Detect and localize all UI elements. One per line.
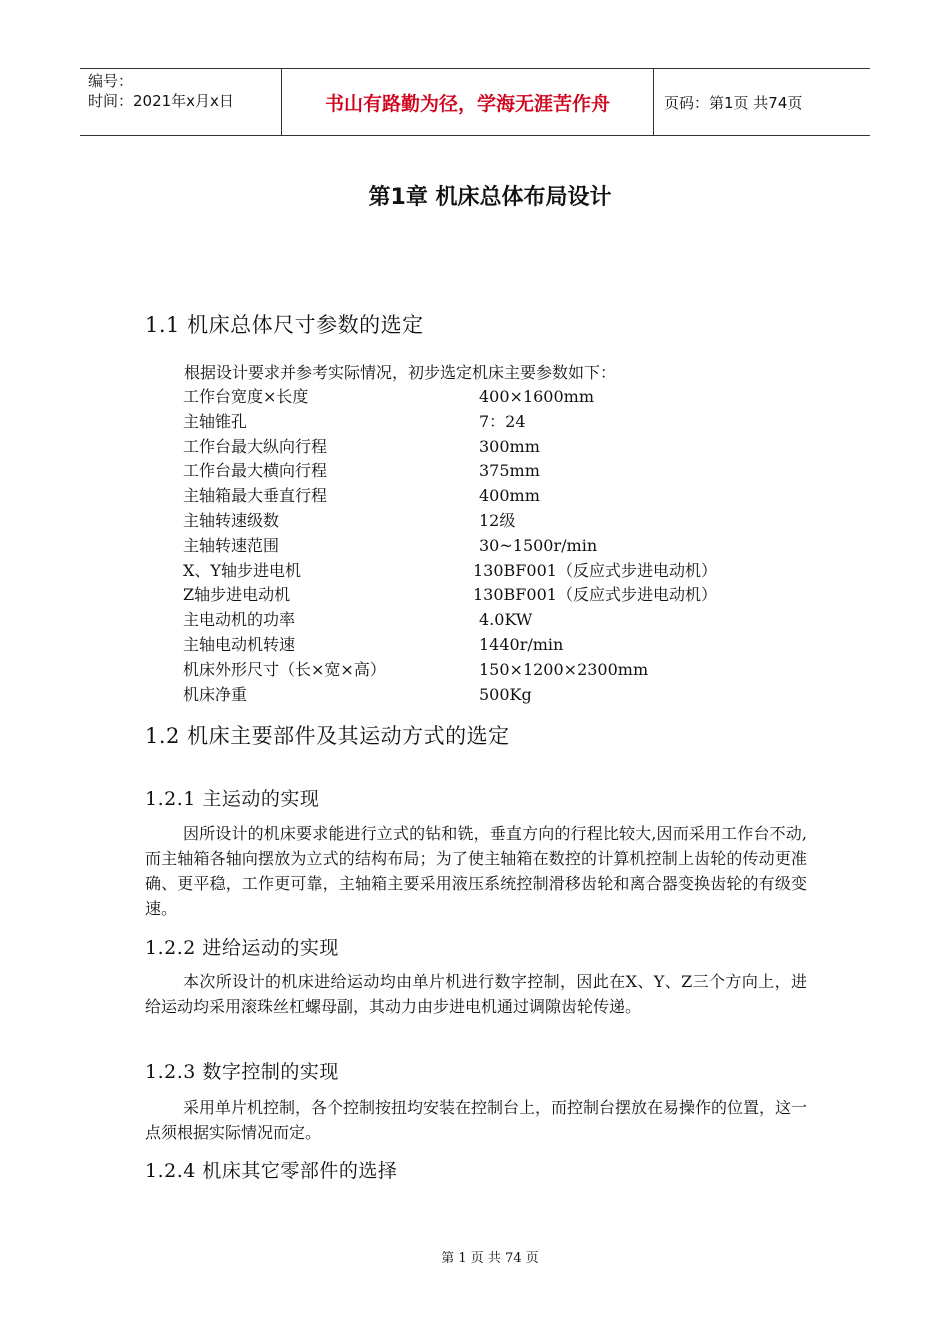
param-value: 30~1500r/min: [479, 535, 598, 555]
document-number-label: 编号：: [88, 72, 134, 90]
param-value: 7：24: [479, 411, 526, 431]
header-slogan: 书山有路勤为径，学海无涯苦作舟: [282, 69, 654, 135]
page-footer: 第 1 页 共 74 页: [441, 1251, 539, 1266]
param-name: 工作台最大纵向行程: [183, 436, 328, 456]
param-name: 主轴锥孔: [183, 411, 248, 431]
param-value: 400mm: [479, 486, 540, 506]
param-name: 主轴箱最大垂直行程: [183, 486, 328, 506]
document-date: 时间：2021年x月x日: [88, 92, 234, 110]
param-value: 12级: [479, 510, 516, 530]
param-value: 500Kg: [479, 684, 532, 704]
param-name: 主轴转速范围: [183, 535, 280, 555]
header-meta: [80, 69, 282, 135]
chapter-title: 第1章 机床总体布局设计: [368, 185, 612, 210]
param-value: 4.0KW: [479, 610, 533, 630]
subsection-heading-1-2-4: 1.2.4 机床其它零部件的选择: [145, 1160, 398, 1182]
header-page-info: 页码：第1页 共74页: [664, 93, 803, 112]
param-value: 300mm: [479, 436, 540, 456]
paragraph-feed-motion: 本次所设计的机床进给运动均由单片机进行数字控制，因此在X、Y、Z三个方向上，进给运动均采用滚珠丝杠螺母副，其动力由步进电机通过调隙齿轮传递。: [145, 972, 807, 1016]
param-value: 1440r/min: [479, 634, 564, 654]
param-name: 工作台宽度×长度: [183, 387, 309, 406]
param-value: 375mm: [479, 461, 540, 481]
subsection-heading-1-2-2: 1.2.2 进给运动的实现: [145, 937, 339, 959]
params-intro: 根据设计要求并参考实际情况，初步选定机床主要参数如下：: [184, 363, 617, 382]
param-name: 主电动机的功率: [183, 610, 296, 630]
param-name: 主轴电动机转速: [183, 634, 296, 654]
param-name: X、Y轴步进电机: [183, 560, 301, 580]
section-heading-1-1: 1.1 机床总体尺寸参数的选定: [145, 313, 424, 337]
subsection-heading-1-2-3: 1.2.3 数字控制的实现: [145, 1061, 339, 1083]
param-name: 机床净重: [183, 684, 248, 704]
paragraph-numeric-control: 采用单片机控制，各个控制按扭均安装在控制台上，而控制台摆放在易操作的位置，这一点须根据实际情况而定。: [145, 1098, 808, 1142]
param-value: 150×1200×2300mm: [479, 659, 649, 679]
param-value: 130BF001（反应式步进电动机）: [473, 560, 717, 580]
paragraph-main-motion: 因所设计的机床要求能进行立式的钻和铣，垂直方向的行程比较大,因而采用工作台不动,而主轴箱各轴向摆放为立式的结构布局；为了使主轴箱在数控的计算机控制上齿轮的传动更准确、更平稳，工作更可靠，主轴箱主要采用液压系统控制滑移齿轮和离合器变换齿轮的有级变速。: [145, 824, 807, 918]
page-header: [80, 68, 870, 136]
param-value: 130BF001（反应式步进电动机）: [473, 585, 717, 605]
subsection-heading-1-2-1: 1.2.1 主运动的实现: [145, 788, 320, 810]
param-value: 400×1600mm: [479, 387, 595, 406]
param-name: Z轴步进电动机: [183, 585, 291, 605]
param-name: 工作台最大横向行程: [183, 461, 328, 481]
param-name: 机床外形尺寸（长×宽×高）: [183, 659, 386, 679]
param-name: 主轴转速级数: [183, 510, 280, 530]
section-heading-1-2: 1.2 机床主要部件及其运动方式的选定: [145, 724, 510, 748]
